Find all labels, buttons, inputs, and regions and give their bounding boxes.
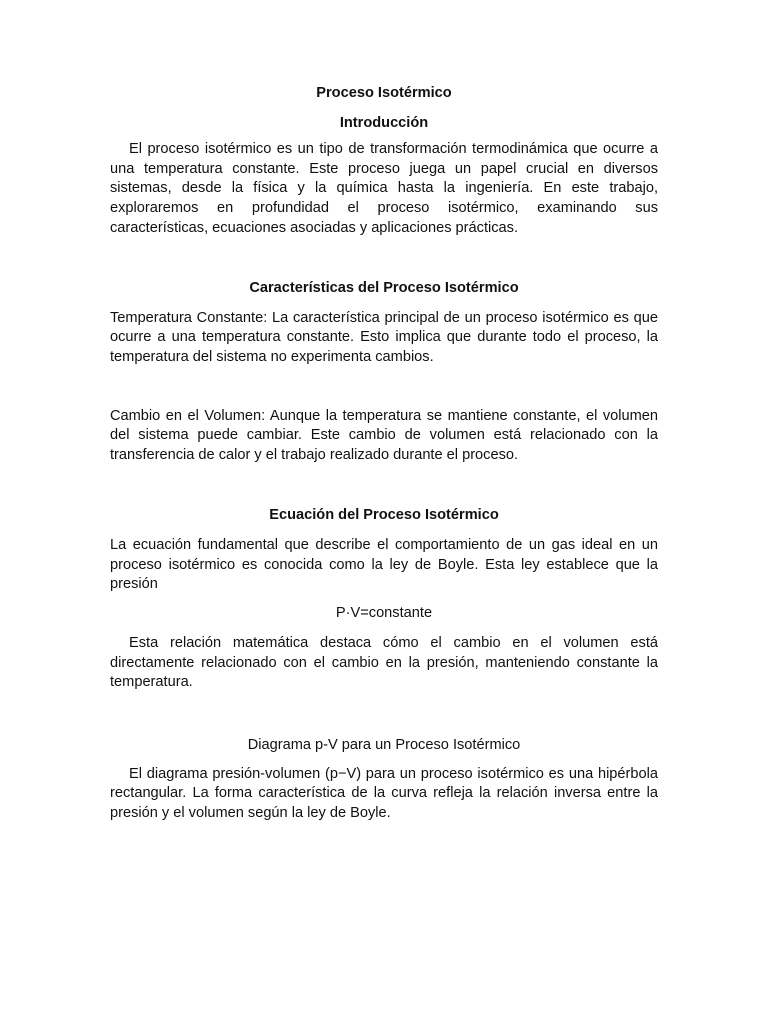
boyle-formula: P·V=constante — [335, 604, 433, 621]
spacer — [110, 465, 658, 506]
heading-caracteristicas: Características del Proceso Isotérmico — [249, 280, 519, 297]
characteristics-paragraph-volume: Cambio en el Volumen: Aunque la temperatura se mantiene constante, el volumen del sistema puede cambiar. Este cambio de volumen está relacionado con la transferencia de calor y el trabajo realizado durante el proceso. — [110, 407, 658, 463]
equation-paragraph-explanation: Esta relación matemática destaca cómo el cambio en el volumen está directamente relacionado con el cambio en la presión, manteniendo constante la temperatura. — [110, 635, 658, 691]
spacer — [110, 368, 658, 407]
equation-paragraph-intro: La ecuación fundamental que describe el comportamiento de un gas ideal en un proceso isotérmico es conocida como la ley de Boyle. Esta ley establece que la presión — [110, 536, 658, 593]
document-title: Proceso Isotérmico — [316, 85, 452, 101]
diagram-paragraph: El diagrama presión-volumen (p−V) para un proceso isotérmico es una hipérbola rectangular. La forma característica de la curva refleja la relación inversa entre la presión y el volumen según la ley de Boyle. — [110, 765, 658, 821]
spacer — [110, 693, 658, 736]
heading-diagrama: Diagrama p-V para un Proceso Isotérmico — [247, 737, 521, 754]
spacer — [110, 238, 658, 279]
document-body — [110, 84, 658, 823]
intro-paragraph: El proceso isotérmico es un tipo de transformación termodinámica que ocurre a una temperatura constante. Este proceso juega un papel crucial en diversos sistemas, desde la física y la química hasta la ingeniería. En este trabajo, exploraremos en profundidad el proceso isotérmico, examinando sus características, ecuaciones asociadas y aplicaciones prácticas. — [110, 141, 658, 236]
characteristics-paragraph-temperature: Temperatura Constante: La característica principal de un proceso isotérmico es que ocurre a una temperatura constante. Esto implica que durante todo el proceso, la temperatura del sistema no experimenta cambios. — [110, 309, 658, 365]
heading-introduccion: Introducción — [339, 114, 429, 131]
heading-ecuacion: Ecuación del Proceso Isotérmico — [269, 507, 499, 524]
